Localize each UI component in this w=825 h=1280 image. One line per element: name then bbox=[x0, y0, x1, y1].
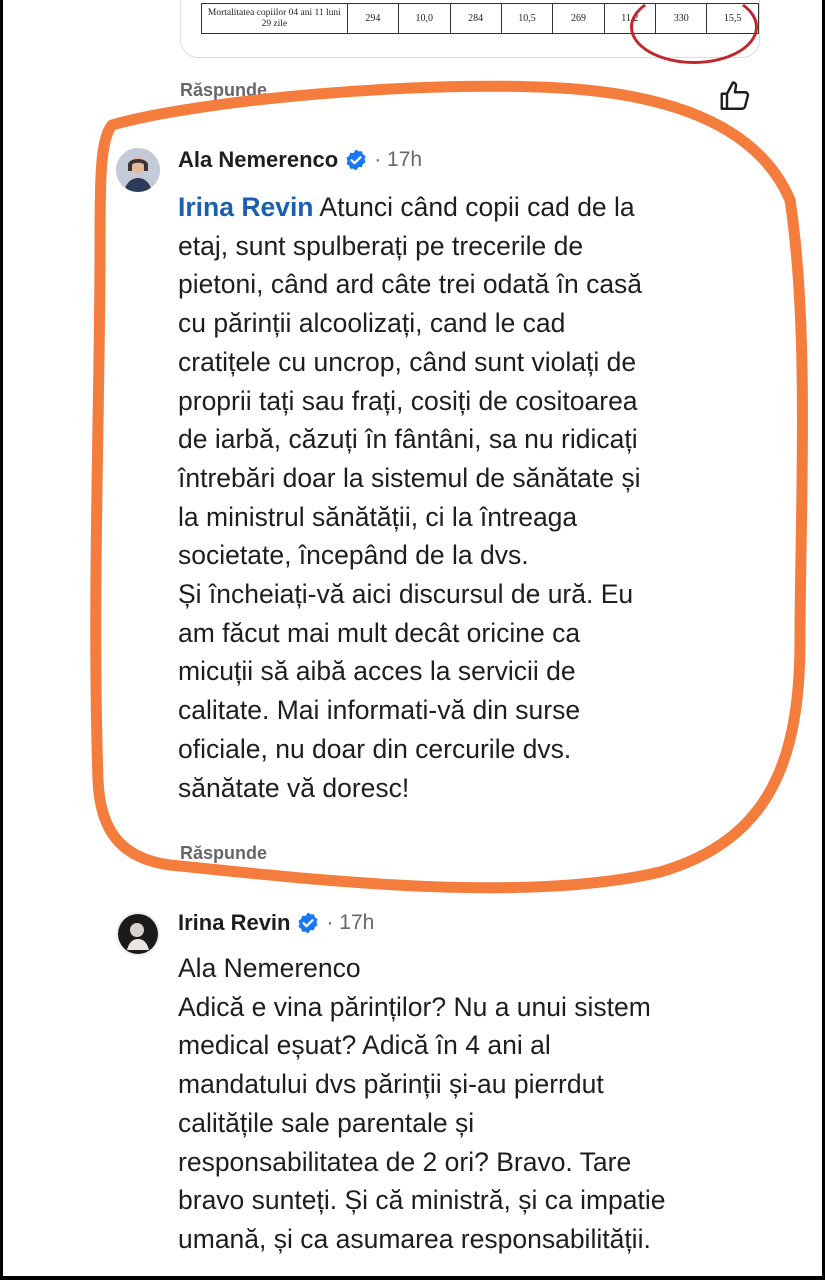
avatar[interactable] bbox=[116, 148, 160, 192]
table-cell: 11,2 bbox=[604, 4, 656, 34]
table-row-label: Mortalitatea copiilor 04 ani 11 luni 29 zile bbox=[202, 4, 348, 34]
verified-badge-icon bbox=[344, 148, 368, 172]
reply-button[interactable]: Răspunde bbox=[180, 843, 268, 863]
reply-button[interactable]: Răspunde bbox=[180, 80, 268, 100]
table-cell: 330 bbox=[656, 4, 707, 34]
author-name[interactable]: Irina Revin bbox=[178, 910, 291, 935]
comment-body: Atunci când copii cad de la etaj, sunt spulberați pe trecerile de pietoni, când ard câte trei odată în casă cu părinții alcoolizați, cand le cad cratițele cu uncrop, când sunt violați de proprii tați sau frați, cosiți de cositoarea de iarbă, căzuți în fântâni, sa nu ridicați întrebări doar la sistemul de sănătate și la ministrul sănătății, ci la întreaga societate, începând de la dvs. Și încheiați-vă aici discursul de ură. Eu am făcut mai mult decât oricine ca micuții să aibă acces la servicii de calitate. Mai informati-vă din surse oficiale, nu doar din cercurile dvs. sănătate vă doresc! bbox=[178, 192, 643, 803]
table-cell: 10,0 bbox=[398, 4, 450, 34]
comment-text bbox=[178, 188, 748, 807]
avatar[interactable] bbox=[116, 912, 160, 956]
table-cell: 294 bbox=[347, 4, 398, 34]
table-cell: 15,5 bbox=[707, 4, 759, 34]
frame-border-bottom bbox=[0, 1276, 825, 1280]
comment-time[interactable]: · 17h bbox=[374, 148, 423, 171]
mention-link[interactable]: Irina Revin bbox=[178, 192, 314, 222]
comment-author[interactable] bbox=[178, 910, 374, 936]
table-cell: 10,5 bbox=[501, 4, 553, 34]
comment-author[interactable] bbox=[178, 147, 422, 173]
thumbs-up-icon[interactable] bbox=[718, 78, 754, 114]
verified-badge-icon bbox=[296, 911, 320, 935]
table-cell: 284 bbox=[450, 4, 501, 34]
author-name[interactable]: Ala Nemerenco bbox=[178, 147, 339, 172]
frame-border-left bbox=[0, 0, 3, 1280]
comment-text: Ala Nemerenco Adică e vina părinților? Nu a unui sistem medical eșuat? Adică în 4 ani al mandatului dvs părinții și-au pierrdut calitățile sale parentale și responsabilitatea de 2 ori? Bravo. Tare bravo sunteți. Și că ministră, și ca impatie umană, și ca asumarea responsabilității. bbox=[178, 953, 666, 1254]
comment-time[interactable]: · 17h bbox=[326, 911, 375, 934]
table-cell: 269 bbox=[553, 4, 604, 34]
